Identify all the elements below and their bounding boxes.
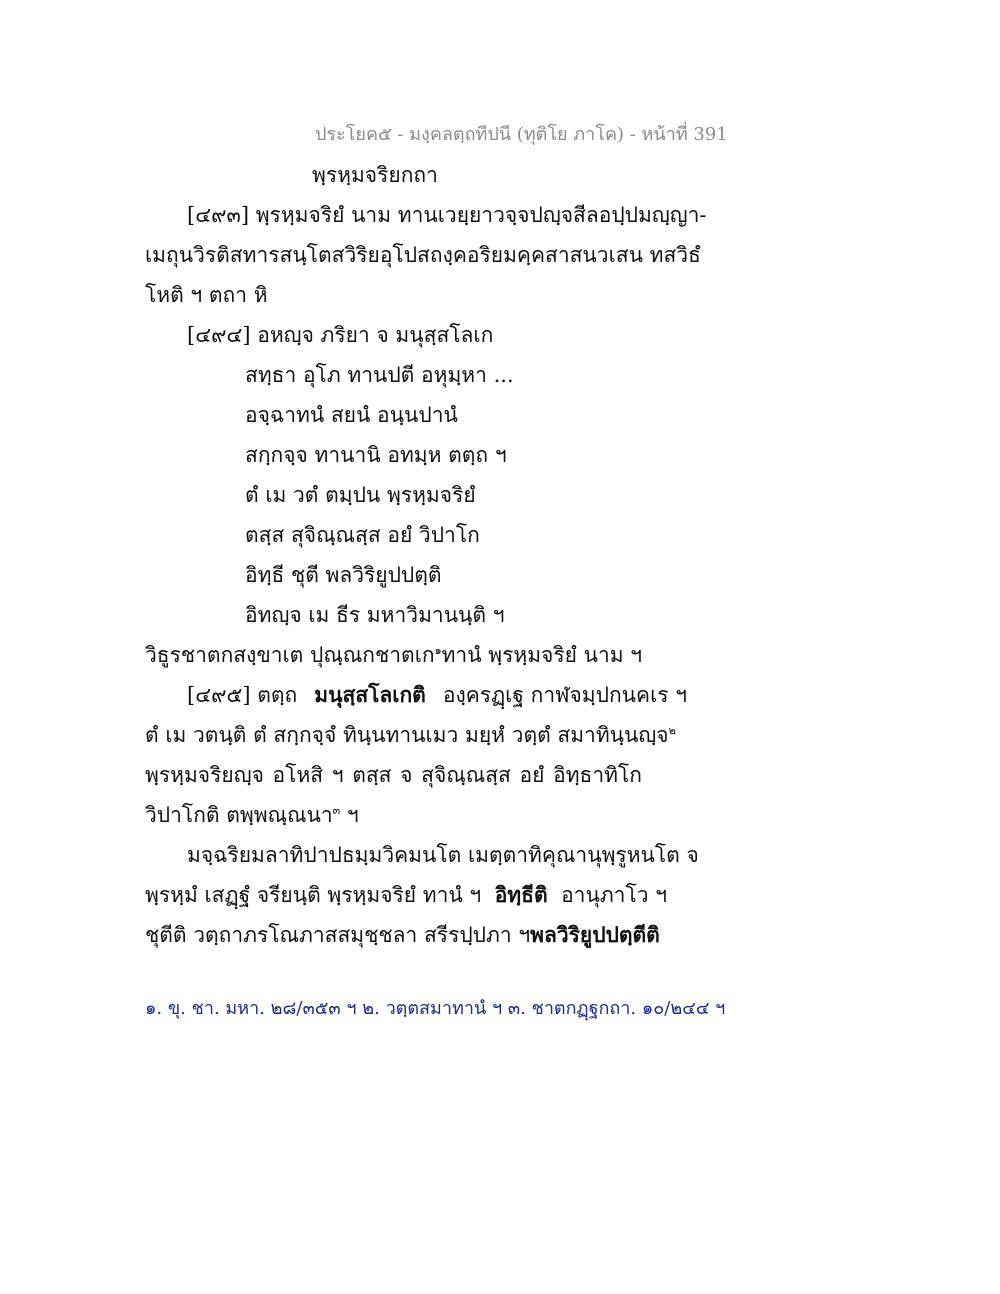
para-last-l2-text: พฺรหฺมํ เสฏฺฐํ จรียนฺติ พฺรหฺมจริยํ ทานํ ฯ (145, 883, 482, 907)
verse-line: อจฺฉาทนํ สยนํ อนฺนปานํ (245, 403, 458, 427)
vidhura-text-before: วิธูรชาตกสงฺขาเต ปุณฺณกชาตเก (145, 643, 435, 667)
footnote-ref-3: ๓ (332, 804, 341, 817)
para-493-line-2: เมถุนวิรติสทารสนฺโตสวิริยอุโปสถงฺคอริยมคฺคสาสนวเสน ทสวิธํ (145, 243, 701, 267)
para-last-line-1: มจฺฉริยมลาทิปาปธมฺมวิคมนโต เมตฺตาทิคุณานุพฺรูหนโต จ (187, 843, 699, 867)
para-494-line-1: [๔๙๔] อหญฺจ ภริยา จ มนุสฺสโลเก (187, 323, 494, 347)
para-last-line-3 (145, 920, 660, 950)
verse-line: ตํ เม วตํ ตมฺปน พฺรหฺมจริยํ (245, 483, 476, 507)
para-last-line-2 (145, 880, 667, 910)
para-last-l2-bold-term: อิทฺธีติ (494, 882, 548, 907)
footnote-ref-1: ๑ (434, 644, 442, 657)
para-495-line-4 (145, 800, 359, 830)
para-495-l1-bold-term: มนุสฺสโลเกติ (314, 682, 426, 707)
vidhura-line (145, 640, 642, 670)
para-495-l4-text: วิปาโกติ ตพฺพณฺณนา (145, 803, 333, 827)
para-495-l2-text: ตํ เม วตนฺติ ตํ สกฺกจฺจํ ทินฺนทานเมว มยฺหํ วตฺตํ สมาทินฺนญฺจ (145, 723, 669, 747)
para-495-l4-end: ฯ (346, 803, 359, 827)
footnotes: ๑. ขุ. ชา. มหา. ๒๘/๓๕๓ ฯ ๒. วตฺตสมาทานํ ฯ ๓. ชาตกฏฺฐกถา. ๑๐/๒๔๔ ฯ (145, 998, 726, 1019)
para-last-l3-text: ชุตีติ วตฺถาภรโณภาสสมุชฺชลา สรีรปฺปภา ฯ (145, 923, 531, 947)
verse-line: อิทญฺจ เม ธีร มหาวิมานนฺติ ฯ (245, 603, 505, 627)
verse-line: ตสฺส สุจิณฺณสฺส อยํ วิปาโก (245, 523, 480, 547)
para-493-line-1: [๔๙๓] พฺรหฺมจริยํ นาม ทานเวยฺยาวจฺจปญฺจสีลอปฺปมญฺญา- (187, 203, 707, 227)
vidhura-text-after: ทานํ พฺรหฺมจริยํ นาม ฯ (441, 643, 643, 667)
para-493-line-3: โหติ ฯ ตถา หิ (145, 283, 268, 307)
verse-line: สทฺธา อุโภ ทานปตี อหุมฺหา ... (245, 363, 514, 387)
para-495-line-2 (145, 720, 676, 750)
para-495-l1-suffix: องฺครฏฺเฐ กาฬจมฺปกนคเร ฯ (442, 683, 687, 707)
para-last-l3-bold-term: พลวิริยูปปตฺตีติ (530, 922, 660, 947)
verse-line: อิทฺธี ชุตี พลวิริยูปปตฺติ (245, 563, 442, 587)
page-header: ประโยค๕ - มงฺคลตฺถทีปนี (ทุติโย ภาโค) - หน้าที่ 391 (315, 124, 728, 145)
footnote-ref-2: ๒ (668, 724, 676, 737)
para-495-l1-prefix: [๔๙๕] ตตฺถ (187, 683, 298, 707)
verse-line: สกฺกจฺจ ทานานิ อทมฺห ตตฺถ ฯ (245, 443, 507, 467)
para-495-line-3: พฺรหฺมจริยญฺจ อโหสิ ฯ ตสฺส จ สุจิณฺณสฺส อยํ อิทฺธาทิโก (145, 763, 642, 787)
para-495-line-1 (187, 680, 687, 710)
section-title: พฺรหฺมจริยกถา (312, 163, 438, 187)
para-last-l2-suffix: อานุภาโว ฯ (561, 883, 667, 907)
